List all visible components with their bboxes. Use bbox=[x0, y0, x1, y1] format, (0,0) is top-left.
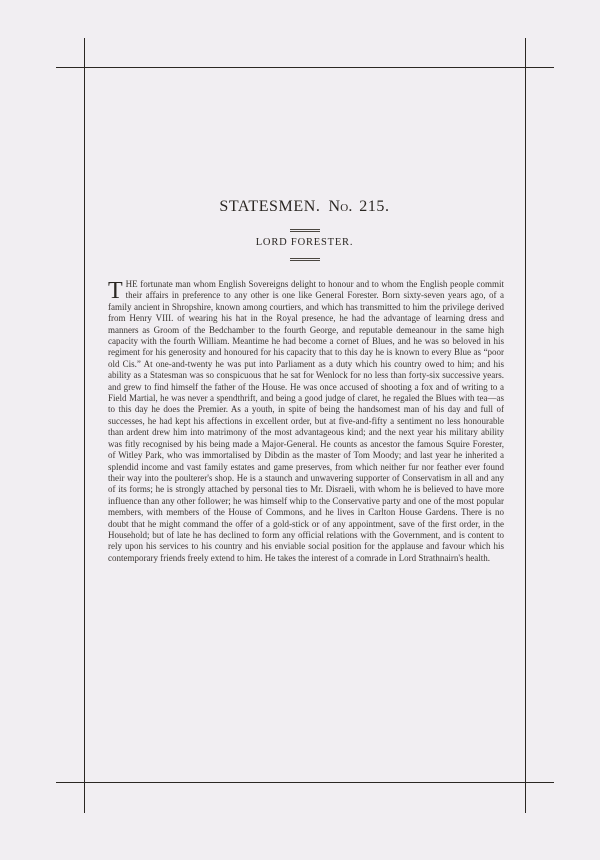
bottom-border-rule bbox=[56, 782, 554, 783]
number-value: 215. bbox=[359, 198, 390, 215]
heading-divider bbox=[290, 229, 320, 232]
top-border-rule bbox=[56, 67, 554, 68]
section-title: STATESMEN. bbox=[219, 198, 321, 215]
subject-title: LORD FORESTER. bbox=[255, 237, 354, 248]
page-heading bbox=[84, 198, 525, 216]
drop-cap: T bbox=[108, 278, 123, 304]
article-text: HE fortunate man whom English Sovereigns delight to honour and to whom the English people commit their affairs in preference to any other is one like General Forester. Born sixty-seven years ago, of a family ancient in Shropshire, known among courtiers, and which has transmitted to him the privilege derived from Henry VIII. of wearing his hat in the Royal presence, he had the advantage of learning dress and manners as Groom of the Bedchamber to the fourth George, and reputable demeanour in the same high capacity with the fourth William. Meantime he had become a cornet of Blues, and he was so beloved in his regiment for his generosity and honoured for his capacity that to this day he is known to every Blue as “poor old Cis.” At one-and-twenty he was put into Parliament as a duty which his country owed to him; and his ability as a Statesman was so conspicuous that he sat for Wenlock for no less than forty-six successive years. and grew to find himself the father of the House. He was once accused of shooting a fox and of writing to a Field Martial, he was never a spendthrift, and being a good judge of claret, he regaled the Blues with tea—as to this day he does the Premier. As a youth, in spite of being the handsomest man of his day and full of successes, he had kept his affections in excellent order, but at five-and-fifty a sentiment no less honourable than ardent drew him into matrimony of the most advantageous kind; and the next year his military ability was fitly recognised by his being made a Major-General. He counts as ancestor the famous Squire Forester, of Witley Park, who was immortalised by Dibdin as the master of Tom Moody; and last year he inherited a splendid income and vast family estates and game preserves, from which neither fur nor feather ever found their way into the poulterer's shop. He is a staunch and unwavering supporter of Conservatism in all and any of its forms; he is strongly attached by personal ties to Mr. Disraeli, with whom he is believed to have more influence than any other follower; he was himself whip to the Conservative party and one of the most popular members, with members of the House of Commons, and he lives in Carlton House Gardens. There is no doubt that he might command the offer of a gold-stick or of any appointment, save of the first order, in the Household; but of late he has declined to form any official relations with the Government, and is content to rely upon his services to his country and his enviable social position for the applause and favour which his contemporary friends freely extend to him. He takes the interest of a comrade in Lord Strathnairn's health. bbox=[108, 279, 504, 563]
right-border-rule bbox=[525, 38, 526, 813]
number-label: No. bbox=[328, 198, 353, 215]
subject-divider bbox=[290, 258, 320, 261]
left-border-rule bbox=[84, 38, 85, 813]
article-body bbox=[108, 279, 504, 564]
